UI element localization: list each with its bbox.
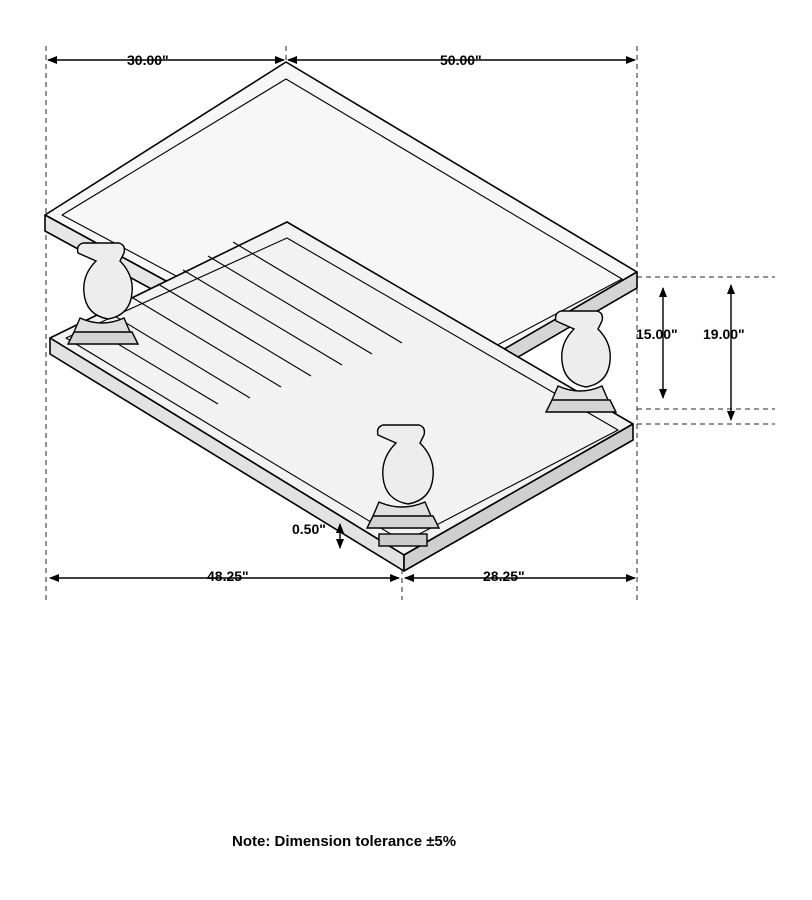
dimension-label-bottom-left-width: 48.25" [207, 568, 249, 584]
dimension-label-overall-height: 19.00" [703, 326, 745, 342]
tolerance-note: Note: Dimension tolerance ±5% [232, 833, 457, 850]
dimension-label-top-left-width: 30.00" [127, 52, 169, 68]
dimension-label-top-right-width: 50.00" [440, 52, 482, 68]
dimension-label-foot-height: 0.50" [292, 521, 326, 537]
dimension-label-bottom-right-width: 28.25" [483, 568, 525, 584]
dimension-label-inner-height: 15.00" [636, 326, 678, 342]
